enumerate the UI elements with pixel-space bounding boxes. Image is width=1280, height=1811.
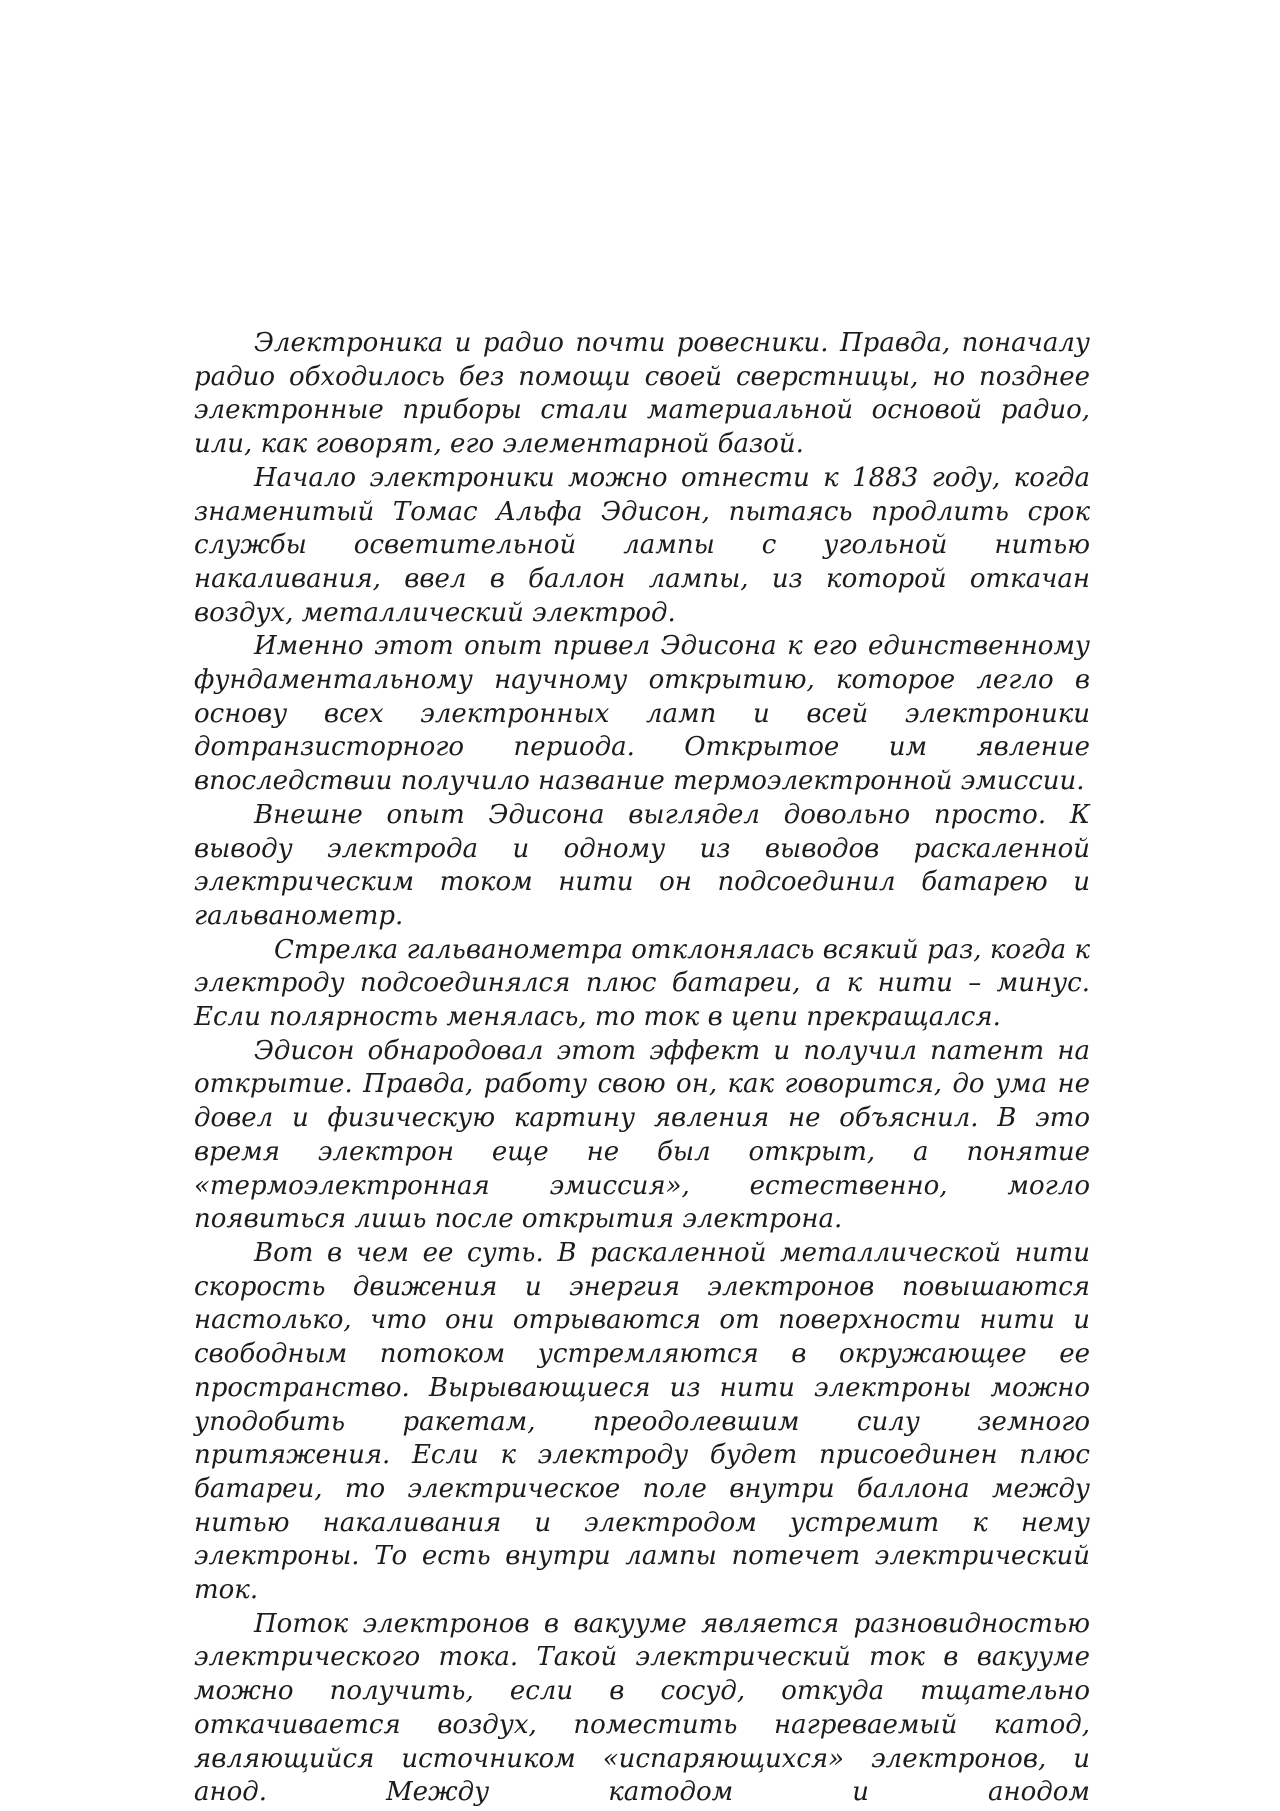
paragraph: Начало электроники можно отнести к 1883 году, когда знаменитый Томас Альфа Эдисон, пытаясь продлить срок службы осветительной лампы с угольной нитью накаливания, ввел в баллон лампы, из которой откачан воздух, металлический электрод.: [194, 462, 1090, 628]
paragraph: Эдисон обнародовал этот эффект и получил патент на открытие. Правда, работу свою он, как говорится, до ума не довел и физическую картину явления не объяснил. В это время электрон еще не был открыт, а понятие «термоэлектронная эмиссия», естественно, могло появиться лишь после открытия электрона.: [194, 1035, 1090, 1235]
paragraph: Именно этот опыт привел Эдисона к его единственному фундаментальному научному открытию, которое легло в основу всех электронных ламп и всей электроники дотранзисторного периода. Открытое им явление впоследствии получило название термоэлектронной эмиссии.: [194, 631, 1090, 797]
paragraph: Вот в чем ее суть. В раскаленной металлической нити скорость движения и энергия электронов повышаются настолько, что они отрываются от поверхности нити и свободным потоком устремляются в окружающее ее пространство. Вырывающиеся из нити электроны можно уподобить ракетам, преодолевшим силу земного притяжения. Если к электроду будет присоединен плюс батареи, то электрическое поле внутри баллона между нитью накаливания и электродом устремит к нему электроны. То есть внутри лампы потечет электрический ток.: [194, 1237, 1090, 1606]
paragraph: Внешне опыт Эдисона выглядел довольно просто. К выводу электрода и одному из выводов раскаленной электрическим током нити он подсоединил батарею и гальванометр.: [194, 799, 1090, 931]
paragraph: Электроника и радио почти ровесники. Правда, поначалу радио обходилось без помощи своей сверстницы, но позднее электронные приборы стали материальной основой радио, или, как говорят, его элементарной базой.: [194, 328, 1090, 460]
paragraph: Поток электронов в вакууме является разновидностью электрического тока. Такой электрический ток в вакууме можно получить, если в сосуд, откуда тщательно откачивается воздух, поместить нагреваемый катод, являющийся источником «испаряющихся» электронов, и анод. Между катодом и анодом: [194, 1608, 1090, 1808]
body-text: [194, 327, 1090, 1810]
paragraph: Стрелка гальванометра отклонялась всякий раз, когда к электроду подсоединялся плюс батареи, а к нити – минус. Если полярность менялась, то ток в цепи прекращался.: [194, 934, 1090, 1033]
